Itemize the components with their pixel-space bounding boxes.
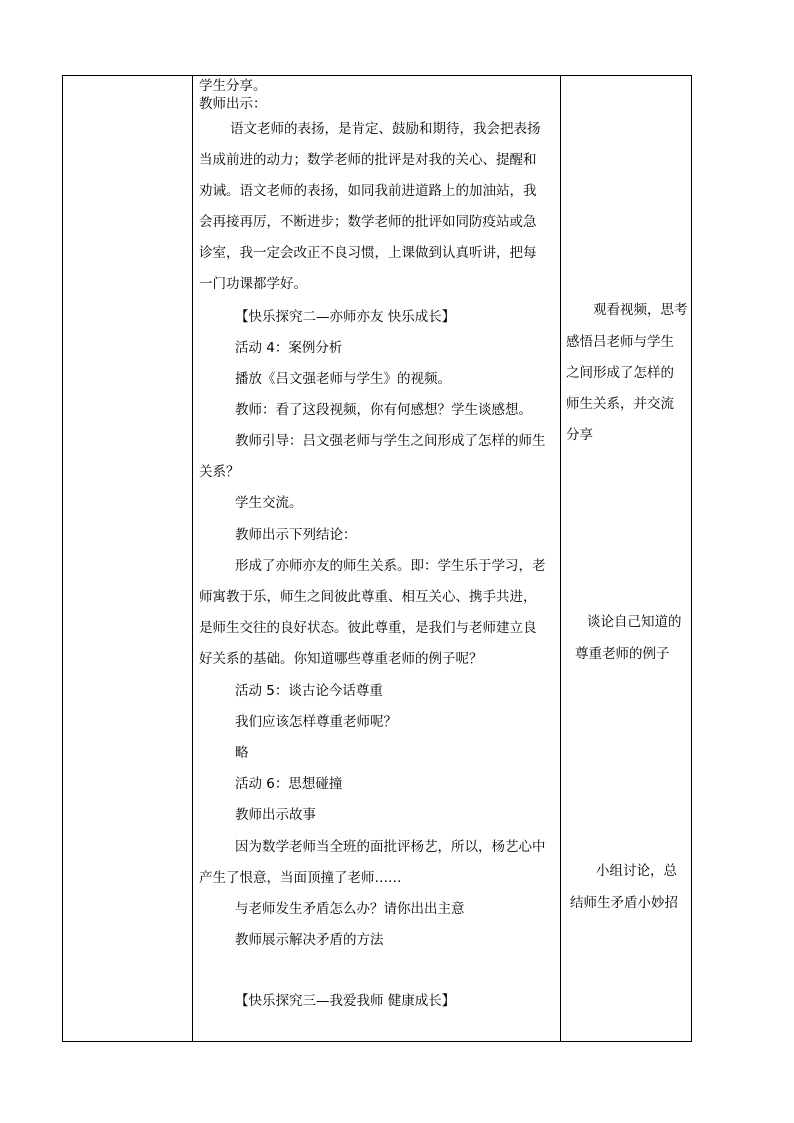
text-line: 诊室，我一定会改正不良习惯，上课做到认真听讲，把每 [199, 245, 537, 261]
student-text-line: 之间形成了怎样的 [566, 365, 674, 381]
text-line: 一门功课都学好。 [199, 276, 307, 292]
text-line: 学生分享。 [199, 78, 267, 94]
student-text-line: 尊重老师的例子 [575, 646, 670, 662]
text-line: 形成了亦师亦友的师生关系。即：学生乐于学习，老 [235, 558, 546, 574]
text-line: 会再接再厉，不断进步；数学老师的批评如同防疫站或急 [199, 214, 537, 230]
column-divider-left [192, 76, 193, 1041]
student-text-line: 谈论自己知道的 [587, 614, 682, 630]
text-line: 教师出示故事 [235, 807, 316, 823]
text-line: 产生了恨意，当面顶撞了老师…… [199, 870, 402, 886]
text-line: 好关系的基础。你知道哪些尊重老师的例子呢？ [199, 651, 483, 667]
activity-heading: 活动 4：案例分析 [235, 340, 343, 356]
text-line: 我们应该怎样尊重老师呢？ [235, 714, 397, 730]
text-line: 师寓教于乐，师生之间彼此尊重、相互关心、携手共进， [199, 589, 537, 605]
student-text-line: 师生关系，并交流 [566, 396, 674, 412]
section-heading: 【快乐探究三—我爱我师 健康成长】 [235, 993, 456, 1009]
section-heading: 【快乐探究二—亦师亦友 快乐成长】 [235, 309, 456, 325]
student-text-line: 感悟吕老师与学生 [566, 334, 674, 350]
student-text-line: 结师生矛盾小妙招 [570, 895, 678, 911]
lesson-table [62, 75, 692, 1042]
text-line: 关系？ [199, 464, 240, 480]
text-line: 是师生交往的良好状态。彼此尊重，是我们与老师建立良 [199, 620, 537, 636]
text-line: 播放《吕文强老师与学生》的视频。 [235, 371, 451, 387]
text-line: 略 [235, 745, 249, 761]
text-line: 教师出示： [199, 96, 267, 112]
text-line: 教师展示解决矛盾的方法 [235, 932, 384, 948]
text-line: 因为数学老师当全班的面批评杨艺，所以，杨艺心中 [235, 839, 546, 855]
column-divider-right [560, 76, 561, 1041]
text-line: 教师引导：吕文强老师与学生之间形成了怎样的师生 [235, 433, 546, 449]
text-line: 当成前进的动力；数学老师的批评是对我的关心、提醒和 [199, 152, 537, 168]
activity-heading: 活动 6：思想碰撞 [235, 776, 343, 792]
text-line: 语文老师的表扬，是肯定、鼓励和期待，我会把表扬 [230, 121, 541, 137]
student-text-line: 观看视频，思考 [593, 302, 688, 318]
student-text-line: 小组讨论，总 [596, 863, 677, 879]
text-line: 与老师发生矛盾怎么办？请你出出主意 [235, 901, 465, 917]
student-text-line: 分享 [566, 427, 593, 443]
activity-heading: 活动 5：谈古论今话尊重 [235, 683, 383, 699]
text-line: 劝诫。语文老师的表扬，如同我前进道路上的加油站，我 [199, 183, 537, 199]
text-line: 教师：看了这段视频，你有何感想？学生谈感想。 [235, 402, 532, 418]
text-line: 学生交流。 [235, 495, 303, 511]
text-line: 教师出示下列结论： [235, 527, 357, 543]
